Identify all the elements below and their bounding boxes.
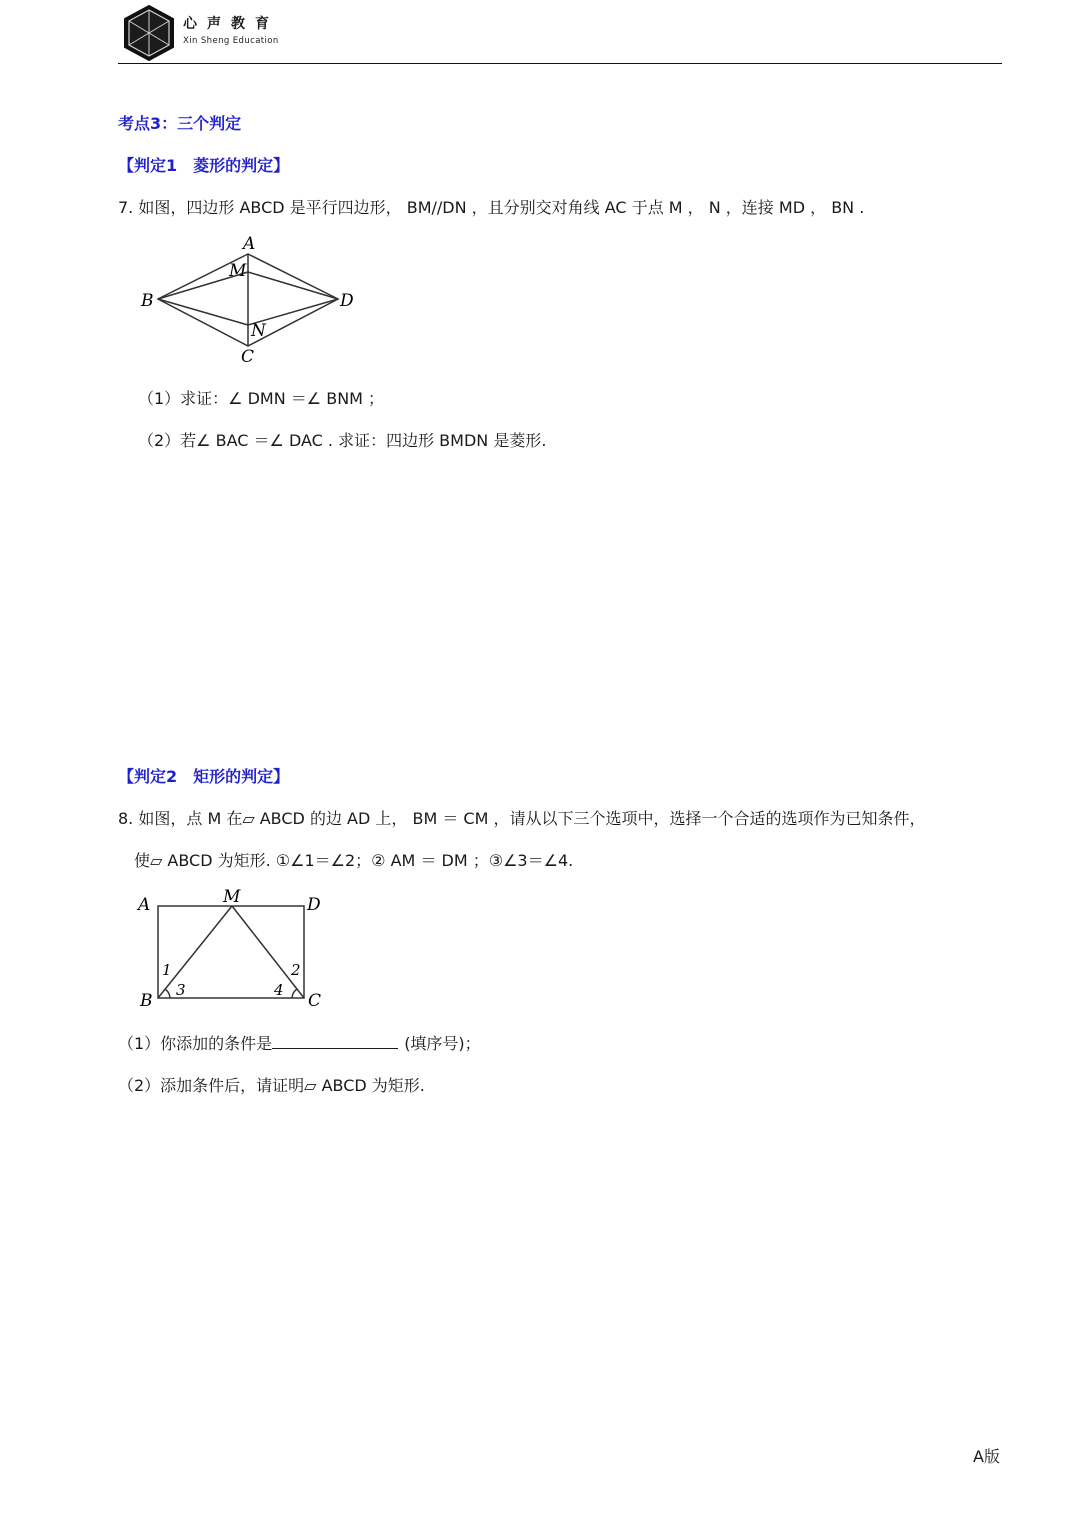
q8-label-c: C bbox=[308, 991, 322, 1011]
q8-angle-4: 4 bbox=[274, 981, 284, 999]
brand-name-cn: 心声教育 bbox=[183, 16, 279, 32]
q7-label-b: B bbox=[141, 291, 154, 311]
q7-label-c: C bbox=[241, 347, 255, 367]
q8-subsection-title: 【判定2 矩形的判定】 bbox=[118, 767, 290, 786]
q7-subsection-title: 【判定1 菱形的判定】 bbox=[118, 156, 290, 175]
q8-part1 bbox=[118, 1031, 481, 1054]
q7-part1: （1）求证：∠ DMN ＝∠ BNM ； bbox=[138, 389, 385, 408]
q7-label-m: M bbox=[229, 261, 247, 281]
section-title: 考点3：三个判定 bbox=[118, 114, 242, 133]
answer-blank[interactable] bbox=[272, 1034, 398, 1049]
q7-stem: 7. 如图，四边形 ABCD 是平行四边形， BM//DN ，且分别交对角线 AC 于点 M ， N ，连接 MD ， BN . bbox=[118, 198, 865, 217]
hexagon-logo-icon bbox=[122, 4, 176, 62]
q8-stem-line1: 8. 如图，点 M 在▱ ABCD 的边 AD 上， BM ＝ CM ，请从以下三个选项中，选择一个合适的选项作为已知条件， bbox=[118, 809, 926, 828]
q7-part2: （2）若∠ BAC ＝∠ DAC . 求证：四边形 BMDN 是菱形. bbox=[138, 431, 547, 450]
q8-angle-2: 2 bbox=[291, 961, 301, 979]
q8-label-b: B bbox=[140, 991, 153, 1011]
q7-label-n: N bbox=[251, 321, 266, 341]
q7-label-a: A bbox=[243, 234, 256, 254]
q8-angle-1: 1 bbox=[162, 961, 172, 979]
brand-name-en: Xin Sheng Education bbox=[183, 36, 279, 46]
q8-part1-suffix: (填序号)； bbox=[404, 1034, 481, 1053]
q8-stem-line2: 使▱ ABCD 为矩形. ①∠1＝∠2；② AM ＝ DM ；③∠3＝∠4. bbox=[134, 851, 574, 870]
q8-part2: （2）添加条件后，请证明▱ ABCD 为矩形. bbox=[118, 1076, 425, 1095]
q8-label-d: D bbox=[307, 895, 321, 915]
q8-rectangle-figure bbox=[130, 880, 330, 1015]
brand-logo bbox=[122, 4, 176, 66]
q8-label-m: M bbox=[223, 887, 241, 907]
q8-angle-3: 3 bbox=[176, 981, 186, 999]
header-divider bbox=[118, 63, 1002, 64]
q7-label-d: D bbox=[340, 291, 354, 311]
q8-part1-prefix: （1）你添加的条件是 bbox=[118, 1034, 273, 1053]
q7-rhombus-figure bbox=[130, 228, 370, 373]
version-label: A版 bbox=[973, 1447, 1000, 1466]
q8-label-a: A bbox=[138, 895, 151, 915]
